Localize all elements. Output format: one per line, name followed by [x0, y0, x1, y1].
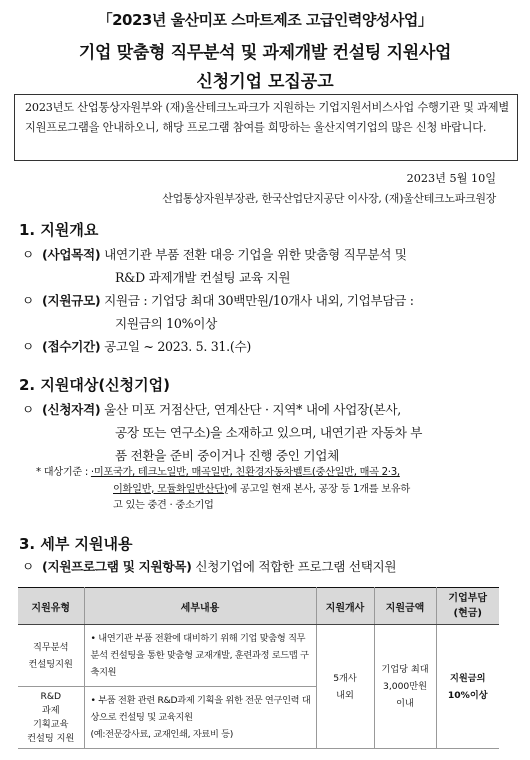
header-type: 지원유형	[18, 588, 84, 625]
scale-label: (지원규모)	[42, 293, 101, 308]
scale-text-2: 지원금의 10%이상	[115, 316, 217, 331]
header-burden: 기업부담 (현금)	[436, 588, 499, 625]
eligibility-text-3: 품 전환을 준비 중이거나 진행 중인 기업체	[115, 448, 339, 463]
intro-box: 2023년도 산업통상자원부와 (재)울산테크노파크가 지원하는 기업지원서비스사업 수행기관 및 과제별 지원프로그램을 안내하오니, 해당 프로그램 참여를 희망하는 울산지역기업의 많은 신청 바랍니다.	[14, 94, 518, 161]
notice-date: 2023년 5월 10일	[406, 172, 496, 185]
bullet-icon: ㅇ	[22, 293, 34, 308]
criteria-note-line-2-rest: 에 공고일 현재 본사, 공장 등 1개를 보유하	[227, 483, 410, 495]
section-2-title: 2. 지원대상(신청기업)	[19, 376, 170, 394]
period-text: 공고일 ~ 2023. 5. 31.(수)	[104, 339, 251, 354]
header-content: 세부내용	[84, 588, 316, 625]
company-burden: 지원금의 10%이상	[436, 625, 499, 749]
support-amount: 기업당 최대 3,000만원 이내	[374, 625, 436, 749]
table-header-row	[18, 588, 499, 625]
row-type: R&D 과제 기획교육 컨설팅 지원	[18, 687, 84, 749]
criteria-note-line-3: 고 있는 중견 · 중소기업	[113, 500, 214, 511]
scale-text-1: 지원금 : 기업당 최대 30백만원/10개사 내외, 기업부담금 :	[104, 293, 414, 308]
period-label: (접수기간)	[42, 339, 101, 354]
criteria-note-line-1: ·미포국가, 테크노일반, 매곡일반, 친환경자동차벨트(중산일반, 매곡 2·3,	[90, 467, 400, 478]
notice-title: 신청기업 모집공고	[196, 72, 334, 92]
program-label: (지원프로그램 및 지원항목)	[42, 559, 192, 574]
criteria-note-line-2: 이화일반, 모듈화일반산단)	[113, 483, 228, 495]
header-amount: 지원금액	[374, 588, 436, 625]
purpose-text-1: 내연기관 부품 전환 대응 기업을 위한 맞춤형 직무분석 및	[104, 247, 407, 262]
header-count: 지원개사	[316, 588, 374, 625]
section-3-title: 3. 세부 지원내용	[19, 535, 133, 553]
program-text: 신청기업에 적합한 프로그램 선택지원	[195, 559, 397, 574]
purpose-text-2: R&D 과제개발 컨설팅 교육 지원	[115, 270, 291, 285]
bullet-icon: ㅇ	[22, 559, 34, 574]
project-title: 기업 맞춤형 직무분석 및 과제개발 컨설팅 지원사업	[78, 43, 452, 63]
support-count: 5개사 내외	[316, 625, 374, 749]
bullet-icon: ㅇ	[22, 402, 34, 417]
row-content: • 내연기관 부품 전환에 대비하기 위해 기업 맞춤형 직무분석 컨설팅을 통한 맞춤형 교재개발, 훈련과정 로드맵 구축지원	[84, 625, 316, 687]
section-1-title: 1. 지원개요	[19, 221, 99, 239]
row-content: • 부품 전환 관련 R&D과제 기획을 위한 전문 연구인력 대상으로 컨설팅 및 교육지원 (예:전문강사료, 교재인쇄, 자료비 등)	[84, 687, 316, 749]
criteria-note-label: * 대상기준 :	[36, 467, 88, 478]
support-table	[18, 587, 499, 749]
eligibility-text-2: 공장 또는 연구소)을 소재하고 있으며, 내연기관 자동차 부	[115, 425, 423, 440]
table-row	[18, 625, 499, 687]
eligibility-label: (신청자격)	[42, 402, 101, 417]
program-title: 「2023년 울산미포 스마트제조 고급인력양성사업」	[97, 11, 433, 29]
eligibility-text-1: 울산 미포 거점산단, 연계산단 · 지역* 내에 사업장(본사,	[104, 402, 401, 417]
criteria-note	[36, 465, 500, 515]
row-type: 직무분석 컨설팅지원	[18, 625, 84, 687]
bullet-icon: ㅇ	[22, 247, 34, 262]
bullet-icon: ㅇ	[22, 339, 34, 354]
purpose-label: (사업목적)	[42, 247, 101, 262]
issuer-line: 산업통상자원부장관, 한국산업단지공단 이사장, (재)울산테크노파크원장	[162, 192, 496, 205]
